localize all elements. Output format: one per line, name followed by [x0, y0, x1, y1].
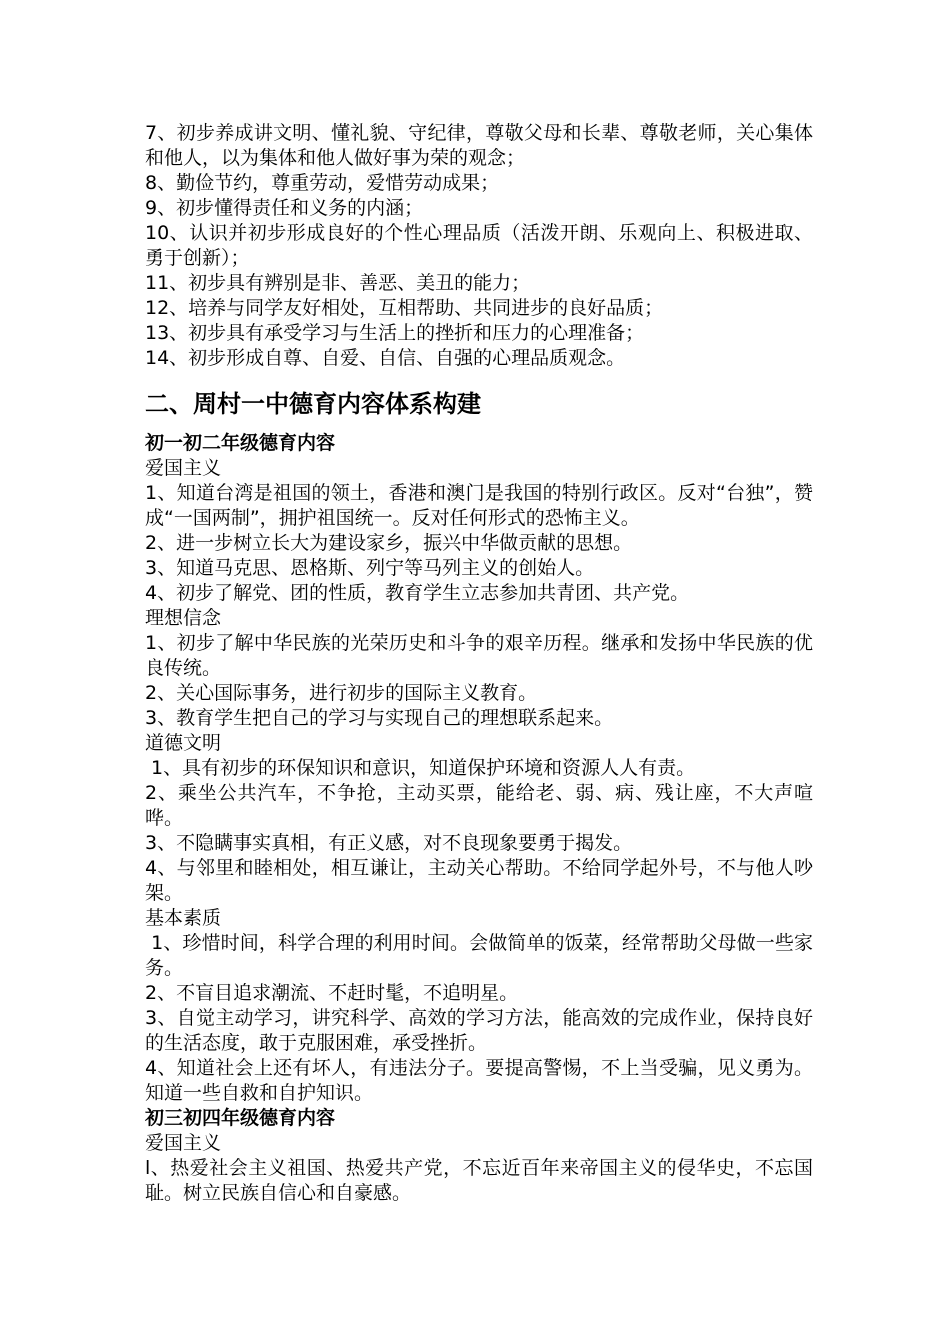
list-item: 9、初步懂得责任和义务的内涵； [145, 197, 424, 219]
document-page [145, 121, 813, 1206]
list-item: 2、乘坐公共汽车，不争抢，主动买票，能给老、弱、病、残让座，不大声喧哗。 [145, 782, 813, 829]
list-item: 8、勤俭节约，尊重劳动，爱惜劳动成果； [145, 172, 500, 194]
list-item: 3、不隐瞒事实真相，有正义感，对不良现象要勇于揭发。 [145, 832, 633, 854]
list-item: 7、初步养成讲文明、懂礼貌、守纪律，尊敬父母和长辈、尊敬老师，关心集体和他人，以为集体和他人做好事为荣的观念； [145, 122, 813, 169]
list-item: 4、与邻里和睦相处，相互谦让，主动关心帮助。不给同学起外号，不与他人吵架。 [145, 857, 813, 904]
list-item: 3、教育学生把自己的学习与实现自己的理想联系起来。 [145, 707, 614, 729]
category-label: 爱国主义 [145, 1132, 222, 1154]
list-item: 1、具有初步的环保知识和意识，知道保护环境和资源人人有责。 [145, 757, 696, 779]
list-item: 4、知道社会上还有坏人，有违法分子。要提高警惕，不上当受骗，见义勇为。知道一些自救和自护知识。 [145, 1057, 813, 1104]
list-item: 2、不盲目追求潮流、不赶时髦，不追明星。 [145, 982, 519, 1004]
list-item: 13、初步具有承受学习与生活上的挫折和压力的心理准备； [145, 322, 645, 344]
grade-heading: 初一初二年级德育内容 [145, 432, 336, 454]
list-item: 3、自觉主动学习，讲究科学、高效的学习方法，能高效的完成作业，保持良好的生活态度，敢于克服困难，承受挫折。 [145, 1007, 813, 1054]
list-item: 14、初步形成自尊、自爱、自信、自强的心理品质观念。 [145, 347, 626, 369]
list-item: 2、进一步树立长大为建设家乡，振兴中华做贡献的思想。 [145, 532, 633, 554]
list-item: 1、珍惜时间，科学合理的利用时间。会做简单的饭菜，经常帮助父母做一些家务。 [145, 932, 813, 979]
list-item: 10、认识并初步形成良好的个性心理品质（活泼开朗、乐观向上、积极进取、勇于创新）； [145, 222, 813, 269]
list-item: 1、知道台湾是祖国的领土，香港和澳门是我国的特别行政区。反对“台独”，赞成“一国两制”，拥护祖国统一。反对任何形式的恐怖主义。 [145, 482, 813, 529]
category-label: 理想信念 [145, 607, 222, 629]
list-item: 3、知道马克思、恩格斯、列宁等马列主义的创始人。 [145, 557, 595, 579]
category-label: 爱国主义 [145, 457, 222, 479]
section-heading: 二、周村一中德育内容体系构建 [145, 390, 481, 418]
list-item: 11、初步具有辨别是非、善恶、美丑的能力； [145, 272, 531, 294]
list-item: l、热爱社会主义祖国、热爱共产党，不忘近百年来帝国主义的侵华史，不忘国耻。树立民族自信心和自豪感。 [145, 1157, 813, 1204]
category-label: 道德文明 [145, 732, 222, 754]
list-item: 2、关心国际事务，进行初步的国际主义教育。 [145, 682, 538, 704]
grade-heading: 初三初四年级德育内容 [145, 1107, 336, 1129]
list-item: 4、初步了解党、团的性质，教育学生立志参加共青团、共产党。 [145, 582, 690, 604]
list-item: 12、培养与同学友好相处，互相帮助、共同进步的良好品质； [145, 297, 664, 319]
category-label: 基本素质 [145, 907, 222, 929]
list-item: 1、初步了解中华民族的光荣历史和斗争的艰辛历程。继承和发扬中华民族的优良传统。 [145, 632, 813, 679]
